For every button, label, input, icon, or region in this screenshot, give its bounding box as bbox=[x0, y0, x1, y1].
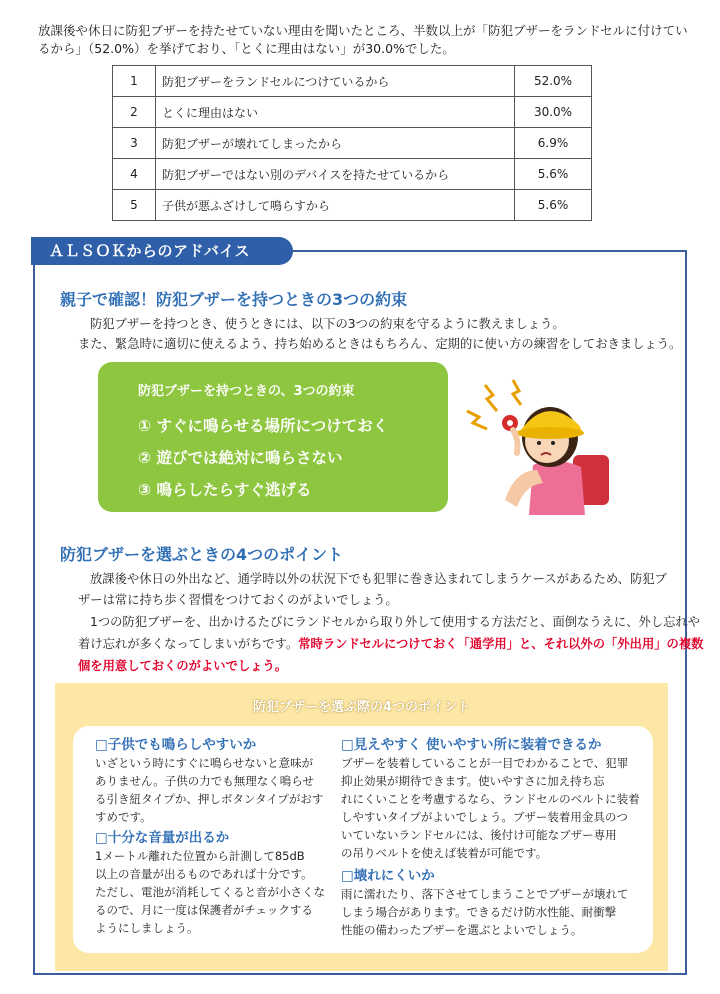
point-line: 1メートル離れた位置から計測して85dB bbox=[95, 849, 305, 863]
paragraph-text: 着け忘れが多くなってしまいがちです。 bbox=[78, 637, 299, 651]
row-reason: 防犯ブザーではない別のデバイスを持たせているから bbox=[156, 159, 515, 190]
paragraph: 防犯ブザーを持つとき、使うときには、以下の3つの約束を守るように教えましょう。 bbox=[90, 317, 565, 331]
paragraph: また、緊急時に適切に使えるよう、持ち始めるときはもちろん、定期的に使い方の練習をしておきましょう。 bbox=[78, 337, 682, 351]
point-text bbox=[341, 885, 629, 939]
promise-title: 防犯ブザーを持つときの、3つの約束 bbox=[138, 384, 355, 399]
paragraph: 放課後や休日の外出など、通学時以外の状況下でも犯罪に巻き込まれてしまうケースがあるため、防犯ブ bbox=[90, 572, 667, 586]
point-line: すめです。 bbox=[95, 810, 152, 824]
row-percent: 52.0% bbox=[515, 66, 592, 97]
point-line: 性能の備わったブザーを選ぶとよいでしょう。 bbox=[341, 923, 583, 937]
row-number: 5 bbox=[113, 190, 156, 221]
point-line: 以上の音量が出るものであれば十分です。 bbox=[95, 867, 313, 881]
promise-item: ② 遊びでは絶対に鳴らさない bbox=[138, 449, 343, 467]
section-heading-points: 防犯ブザーを選ぶときの4つのポイント bbox=[60, 545, 344, 564]
table-row bbox=[113, 159, 592, 190]
point-line: ようにしましょう。 bbox=[95, 921, 199, 935]
point-line: ブザーを装着していることが一目でわかることで、犯罪 bbox=[341, 756, 629, 770]
point-line: ありません。子供の力でも無理なく鳴らせ bbox=[95, 774, 314, 788]
row-number: 2 bbox=[113, 97, 156, 128]
row-reason: 防犯ブザーが壊れてしまったから bbox=[156, 128, 515, 159]
highlight-text: 個を用意しておくのがよいでしょう。 bbox=[78, 659, 288, 673]
paragraph: 1つの防犯ブザーを、出かけるたびにランドセルから取り外して使用する方法だと、面倒なうえに、外し忘れや bbox=[90, 615, 701, 629]
point-line: 抑止効果が期待できます。使いやすさに加え持ち忘 bbox=[341, 774, 605, 788]
point-title: □壊れにくいか bbox=[341, 868, 435, 884]
advice-tab: ＡＬＳＯＫからのアドバイス bbox=[31, 237, 293, 265]
promise-box bbox=[98, 362, 448, 512]
row-percent: 5.6% bbox=[515, 159, 592, 190]
table-row bbox=[113, 190, 592, 221]
highlight-text: 常時ランドセルにつけておく「通学用」と、それ以外の「外出用」の複数 bbox=[298, 637, 704, 651]
point-line: れにくいことを考慮するなら、ランドセルのベルトに装着 bbox=[341, 792, 640, 806]
row-percent: 6.9% bbox=[515, 128, 592, 159]
child-pressing-alarm-illustration bbox=[455, 375, 620, 515]
point-line: しやすいタイプがよいでしょう。ブザー装着用金具のつ bbox=[341, 810, 628, 824]
table-row bbox=[113, 128, 592, 159]
point-line: の吊りベルトを使えば装着が可能です。 bbox=[341, 846, 548, 860]
point-text bbox=[95, 754, 323, 826]
point-line: いざという時にすぐに鳴らせないと意味が bbox=[95, 756, 314, 770]
row-reason: 防犯ブザーをランドセルにつけているから bbox=[156, 66, 515, 97]
point-line: る引き紐タイプか、押しボタンタイプがおす bbox=[95, 792, 324, 806]
point-line: ただし、電池が消耗してくると音が小さくな bbox=[95, 885, 325, 899]
promise-item: ③ 鳴らしたらすぐ逃げる bbox=[138, 481, 312, 499]
point-line: しまう場合があります。できるだけ防水性能、耐衝撃 bbox=[341, 905, 617, 919]
row-percent: 30.0% bbox=[515, 97, 592, 128]
point-text bbox=[95, 847, 325, 937]
point-line: いていないランドセルには、後付け可能なブザー専用 bbox=[341, 828, 617, 842]
point-text bbox=[341, 754, 640, 862]
point-title: □子供でも鳴らしやすいか bbox=[95, 737, 257, 753]
point-title: □見えやすく 使いやすい所に装着できるか bbox=[341, 737, 602, 753]
paragraph bbox=[78, 633, 703, 655]
section-heading-promises: 親子で確認！防犯ブザーを持つときの3つの約束 bbox=[60, 290, 408, 309]
points-panel bbox=[73, 726, 653, 953]
paragraph: ザーは常に持ち歩く習慣をつけておくのがよいでしょう。 bbox=[78, 593, 398, 607]
reasons-table bbox=[112, 65, 592, 221]
intro-text: 放課後や休日に防犯ブザーを持たせていない理由を聞いたところ、半数以上が「防犯ブザーをランドセルに付けているから」（52.0%）を挙げており、「とくに理由はない」が30.0%でした。 bbox=[38, 23, 688, 56]
promise-item: ① すぐに鳴らせる場所につけておく bbox=[138, 417, 389, 435]
points-box bbox=[55, 683, 668, 971]
row-reason: とくに理由はない bbox=[156, 97, 515, 128]
point-title: □十分な音量が出るか bbox=[95, 830, 230, 846]
row-number: 4 bbox=[113, 159, 156, 190]
row-reason: 子供が悪ふざけして鳴らすから bbox=[156, 190, 515, 221]
table-row bbox=[113, 66, 592, 97]
point-line: るので、月に一度は保護者がチェックする bbox=[95, 903, 313, 917]
table-row bbox=[113, 97, 592, 128]
row-number: 1 bbox=[113, 66, 156, 97]
row-number: 3 bbox=[113, 128, 156, 159]
row-percent: 5.6% bbox=[515, 190, 592, 221]
point-line: 雨に濡れたり、落下させてしまうことでブザーが壊れて bbox=[341, 887, 629, 901]
points-title: 防犯ブザーを選ぶ際の4つのポイント bbox=[252, 700, 471, 715]
